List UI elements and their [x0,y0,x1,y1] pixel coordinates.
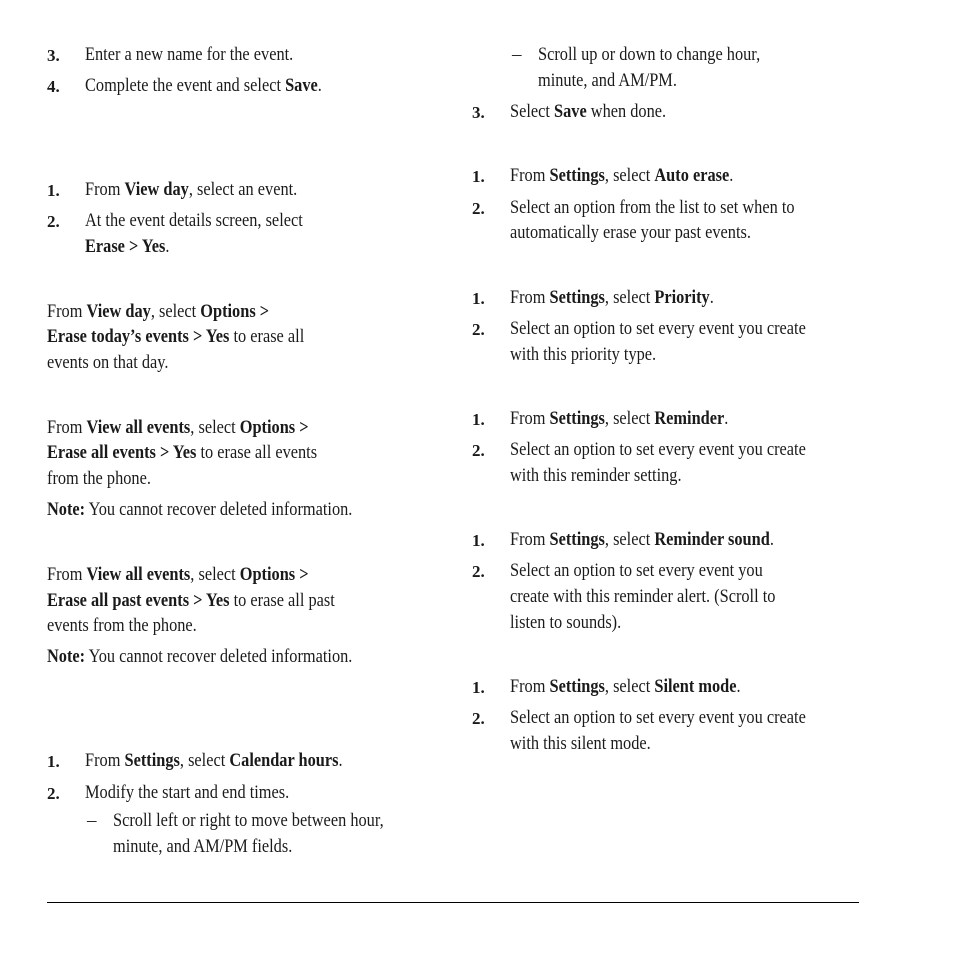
step-text: From Settings, select Reminder. [510,408,729,429]
sub-bullet-dash: – [512,44,522,65]
paragraph-line: events from the phone. [47,615,197,636]
paragraph-line: Erase all past events > Yes to erase all past [47,590,335,611]
step-number: 1. [472,167,485,186]
step-text: with this reminder setting. [510,465,682,486]
paragraph-line: Erase all events > Yes to erase all events [47,442,318,463]
step-number: 3. [47,46,60,65]
step-number: 1. [47,752,60,771]
step-text: From View day, select an event. [85,179,298,200]
step-text: From Settings, select Calendar hours. [85,750,343,771]
step-text: Select an option to set every event you create [510,318,806,339]
step-text: Modify the start and end times. [85,782,290,803]
step-number: 1. [472,289,485,308]
note: Note: You cannot recover deleted information. [47,646,353,667]
paragraph-line: From View all events, select Options > [47,417,309,438]
step-number: 2. [472,709,485,728]
paragraph-line: events on that day. [47,352,169,373]
paragraph-line: Erase today’s events > Yes to erase all [47,326,305,347]
step-number: 4. [47,77,60,96]
sub-bullet-dash: – [87,810,97,831]
sub-bullet-text: minute, and AM/PM. [538,70,677,91]
step-number: 1. [472,410,485,429]
step-text: Select an option to set every event you [510,560,763,581]
step-text: Complete the event and select Save. [85,75,322,96]
step-text: with this silent mode. [510,733,651,754]
paragraph-line: from the phone. [47,468,151,489]
step-text: listen to sounds). [510,612,622,633]
step-text: From Settings, select Silent mode. [510,676,741,697]
step-text: automatically erase your past events. [510,222,751,243]
sub-bullet-text: Scroll up or down to change hour, [538,44,761,65]
step-text: From Settings, select Priority. [510,287,714,308]
paragraph-line: From View day, select Options > [47,301,270,322]
step-text: create with this reminder alert. (Scroll to [510,586,776,607]
step-text: From Settings, select Auto erase. [510,165,734,186]
sub-bullet-text: minute, and AM/PM fields. [113,836,293,857]
step-number: 1. [472,531,485,550]
paragraph-line: From View all events, select Options > [47,564,309,585]
step-number: 1. [472,678,485,697]
step-text: Select an option to set every event you create [510,439,806,460]
step-text: From Settings, select Reminder sound. [510,529,774,550]
step-number: 3. [472,103,485,122]
step-number: 2. [472,199,485,218]
step-text: with this priority type. [510,344,657,365]
footer-rule [47,902,859,903]
step-text: Erase > Yes. [85,236,170,257]
step-number: 2. [472,562,485,581]
step-text: Select Save when done. [510,101,667,122]
step-text: Select an option from the list to set when to [510,197,795,218]
note: Note: You cannot recover deleted information. [47,499,353,520]
step-number: 2. [472,441,485,460]
step-text: Select an option to set every event you create [510,707,806,728]
step-text: Enter a new name for the event. [85,44,294,65]
sub-bullet-text: Scroll left or right to move between hour, [113,810,384,831]
step-number: 1. [47,181,60,200]
step-number: 2. [47,784,60,803]
step-number: 2. [472,320,485,339]
step-number: 2. [47,212,60,231]
step-text: At the event details screen, select [85,210,303,231]
